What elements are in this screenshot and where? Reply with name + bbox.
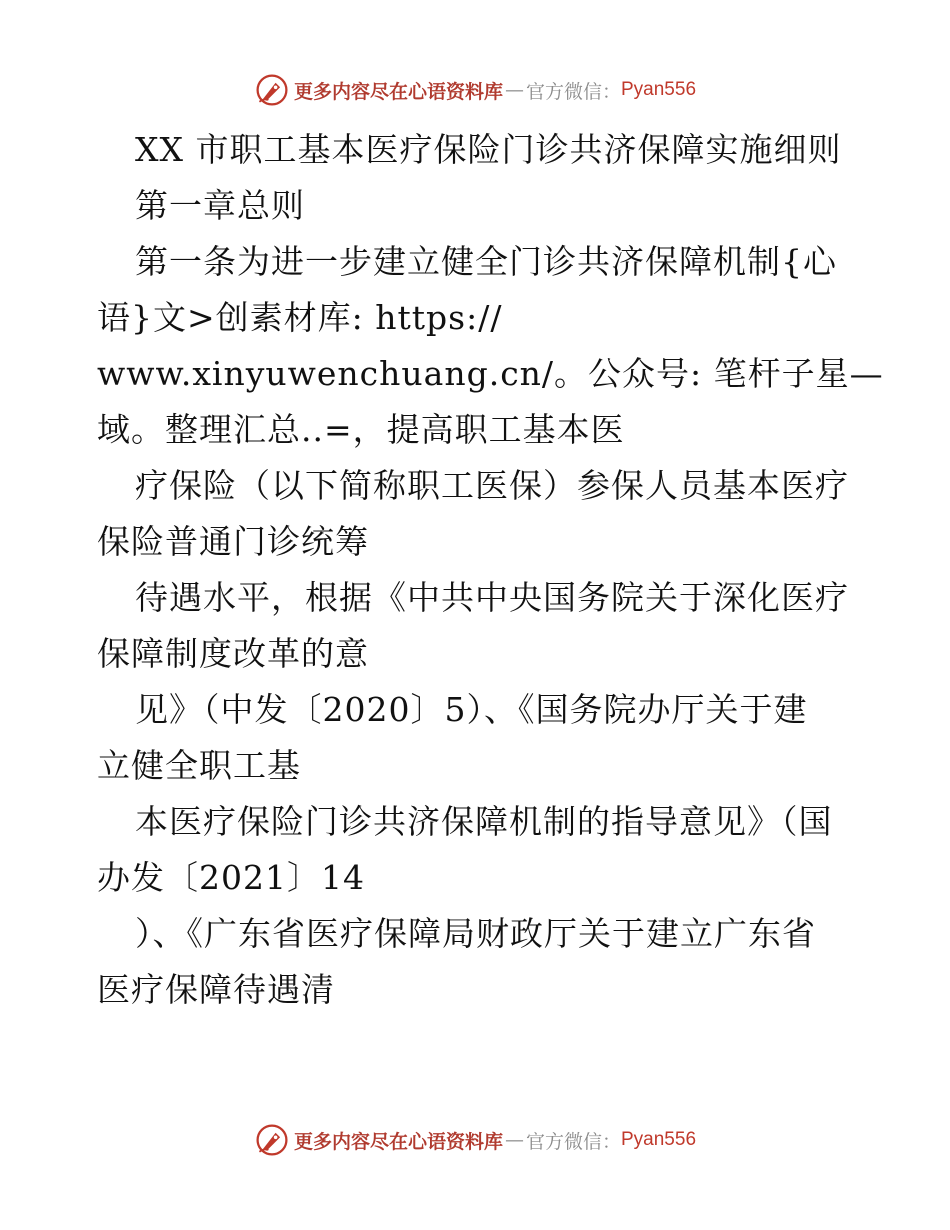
paragraph-line: ）、《广东省医疗保障局财政厅关于建立广东省 xyxy=(135,914,816,953)
paragraph-line: 医疗保障待遇清 xyxy=(97,970,335,1009)
paragraph-line: 办发〔2021〕14 xyxy=(97,858,365,897)
watermark-dash: — xyxy=(504,79,524,101)
watermark-wechat-id: Pyan556 xyxy=(621,1129,697,1150)
watermark-wechat-id: Pyan556 xyxy=(621,79,697,100)
paragraph-line: www.xinyuwenchuang.cn/。公众号: 笔杆子星— xyxy=(97,354,884,393)
paragraph-line: 语}文>创素材库: https:// xyxy=(97,298,503,337)
paragraph-line: 第一条为进一步建立健全门诊共济保障机制{心 xyxy=(135,242,837,281)
document-title: XX 市职工基本医疗保险门诊共济保障实施细则 xyxy=(135,130,842,169)
paragraph-line: 域。整理汇总..=，提高职工基本医 xyxy=(97,410,625,449)
watermark-label: 官方微信： xyxy=(525,1130,621,1153)
pen-nib-logo-icon xyxy=(254,72,290,108)
watermark-text: 更多内容尽在心语资料库 xyxy=(293,1130,503,1153)
paragraph-line: 待遇水平，根据《中共中央国务院关于深化医疗 xyxy=(135,578,849,617)
paragraph-line: 疗保险（以下简称职工医保）参保人员基本医疗 xyxy=(135,466,849,505)
document-body xyxy=(97,122,884,1018)
paragraph-line: 见》（中发〔2020〕5）、《国务院办厅关于建 xyxy=(135,690,808,729)
watermark-label: 官方微信： xyxy=(525,80,621,103)
chapter-heading: 第一章总则 xyxy=(135,186,305,225)
paragraph-line: 保障制度改革的意 xyxy=(97,634,369,673)
paragraph-line: 保险普通门诊统筹 xyxy=(97,522,369,561)
paragraph-line: 本医疗保险门诊共济保障机制的指导意见》（国 xyxy=(135,802,833,841)
header-watermark xyxy=(0,70,950,110)
paragraph-line: 立健全职工基 xyxy=(97,746,301,785)
watermark-dash: — xyxy=(504,1129,524,1151)
watermark-text: 更多内容尽在心语资料库 xyxy=(293,80,503,103)
pen-nib-logo-icon xyxy=(254,1122,290,1158)
footer-watermark xyxy=(0,1120,950,1160)
